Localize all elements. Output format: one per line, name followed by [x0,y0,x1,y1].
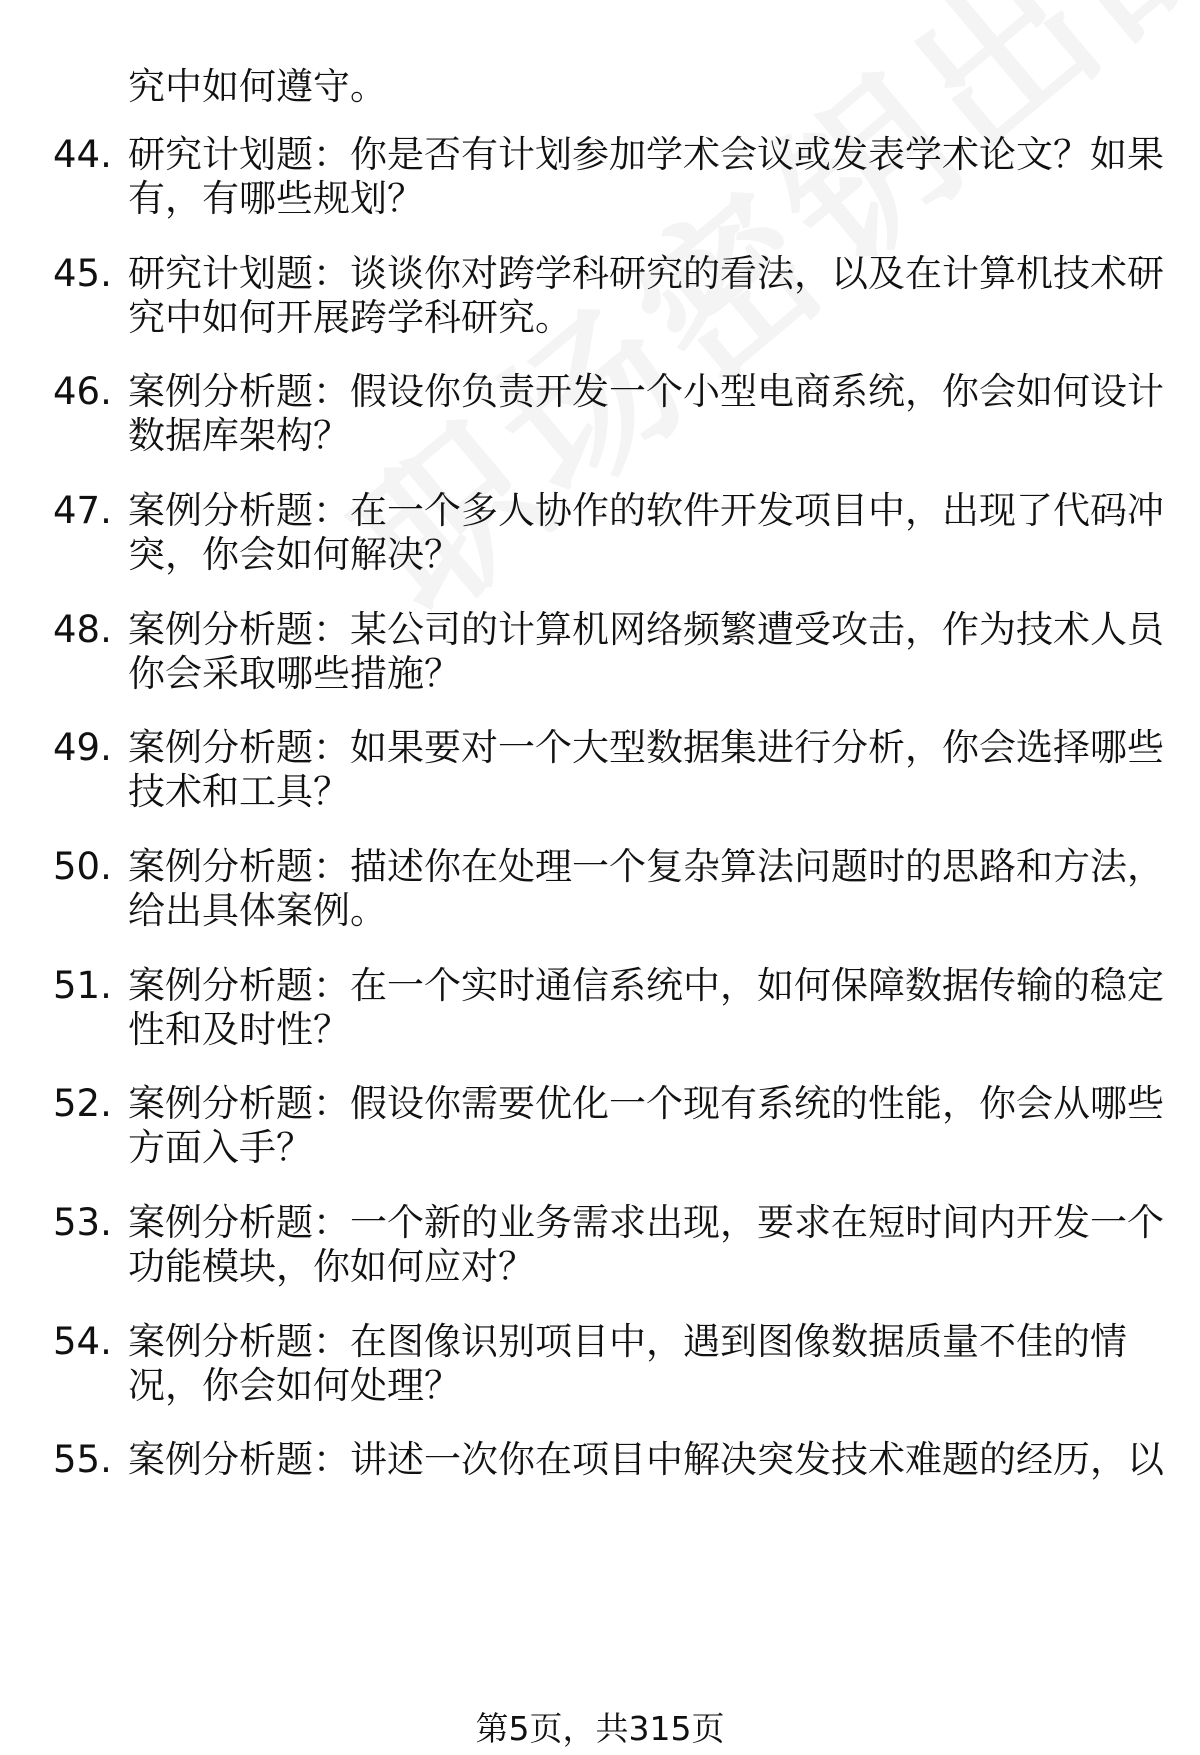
item-text-line: 案例分析题：讲述一次你在项目中解决突发技术难题的经历，以 [128,1438,1164,1481]
item-text-line: 案例分析题：假设你需要优化一个现有系统的性能，你会从哪些 [128,1082,1164,1125]
item-text-line: 你会采取哪些措施？ [128,652,461,695]
item-text-line: 给出具体案例。 [128,889,387,932]
item-text-line: 功能模块，你如何应对？ [128,1245,535,1288]
item-number: 49. [53,726,112,769]
item-number: 47. [53,489,112,532]
item-number: 45. [53,252,112,295]
item-text-line: 突，你会如何解决？ [128,533,461,576]
item-number: 52. [53,1082,112,1125]
item-text-line: 技术和工具？ [128,770,350,813]
item-text-line: 性和及时性？ [128,1008,350,1051]
item-text-line: 研究计划题：你是否有计划参加学术会议或发表学术论文？如果 [128,133,1164,176]
item-text-line: 案例分析题：描述你在处理一个复杂算法问题时的思路和方法， [128,845,1164,888]
item-text-line: 况，你会如何处理？ [128,1364,461,1407]
item-number: 53. [53,1201,112,1244]
item-number: 50. [53,845,112,888]
item-text-line: 案例分析题：在一个实时通信系统中，如何保障数据传输的稳定 [128,964,1164,1007]
item-text-line: 案例分析题：假设你负责开发一个小型电商系统，你会如何设计 [128,370,1164,413]
item-text-line: 方面入手？ [128,1126,313,1169]
item-text-line: 案例分析题：在一个多人协作的软件开发项目中，出现了代码冲 [128,489,1164,532]
item-text-line: 案例分析题：某公司的计算机网络频繁遭受攻击，作为技术人员 [128,608,1164,651]
item-number: 44. [53,133,112,176]
item-text-line: 案例分析题：如果要对一个大型数据集进行分析，你会选择哪些 [128,726,1164,769]
item-number: 55. [53,1438,112,1481]
page-footer: 第5页，共315页 [475,1709,725,1748]
item-text-line: 研究计划题：谈谈你对跨学科研究的看法，以及在计算机技术研 [128,252,1164,295]
continuation-line: 究中如何遵守。 [128,65,387,108]
item-text-line: 案例分析题：一个新的业务需求出现，要求在短时间内开发一个 [128,1201,1164,1244]
item-number: 46. [53,370,112,413]
item-number: 48. [53,608,112,651]
item-text-line: 究中如何开展跨学科研究。 [128,296,572,339]
item-number: 51. [53,964,112,1007]
item-text-line: 案例分析题：在图像识别项目中，遇到图像数据质量不佳的情 [128,1320,1127,1363]
item-text-line: 数据库架构？ [128,414,350,457]
item-text-line: 有，有哪些规划？ [128,177,424,220]
item-number: 54. [53,1320,112,1363]
